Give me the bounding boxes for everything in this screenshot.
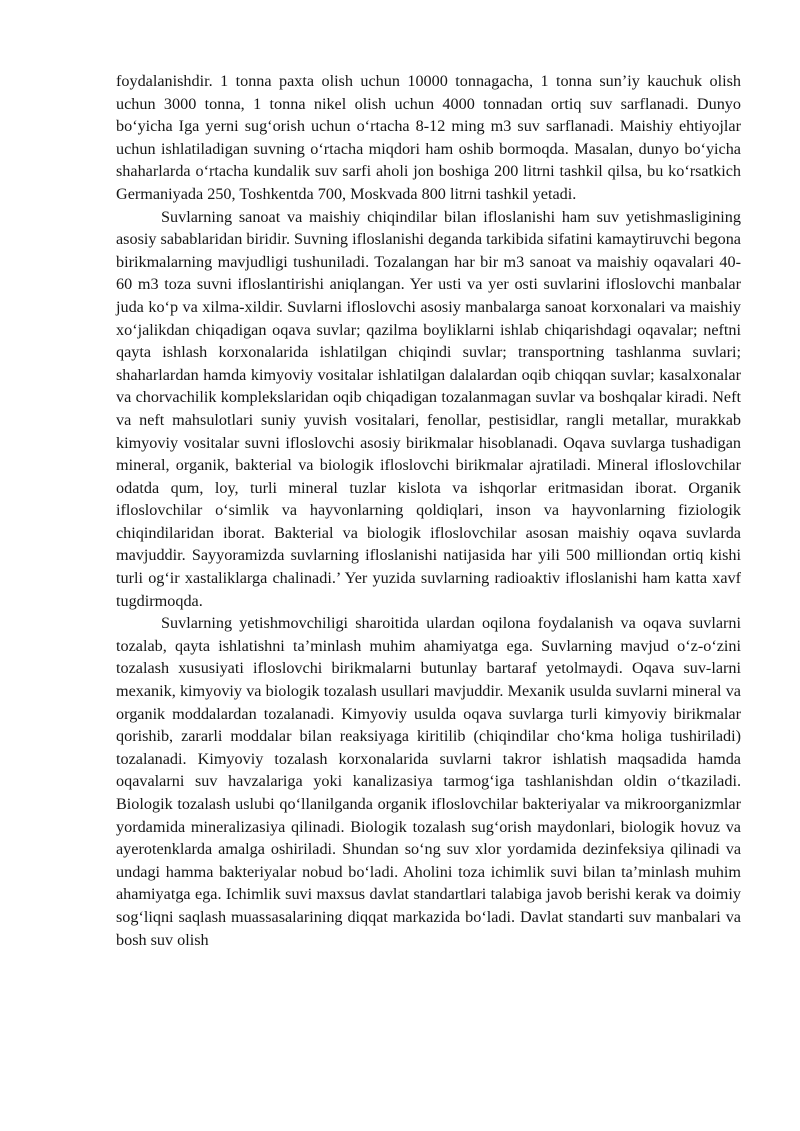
paragraph-water-pollution: Suvlarning sanoat va maishiy chiqindilar bilan ifloslanishi ham suv yetishmasligining asosiy sabablaridan biridir. Suvning ifloslanishi deganda tarkibida sifatini kamaytiruvchi begona birikmalarning mavjudligi tushuniladi. Tozalangan har bir m3 sanoat va maishiy oqavalari 40-60 m3 toza suvni ifloslantirishi aniqlangan. Yer usti va yer osti suvlarini ifloslovchi manbalar juda ko‘p va xilma-xildir. Suvlarni ifloslovchi asosiy manbalarga sanoat korxonalari va maishiy xo‘jalikdan chiqadigan oqava suvlar; qazilma boyliklarni ishlab chiqarishdagi oqavalar; neftni qayta ishlash korxonalarida ishlatilgan chiqindi suvlar; transportning tashlanma suvlari; shaharlardan hamda kimyoviy vositalar ishlatilgan dalalardan oqib chiqqan suvlar; kasalxonalar va chorvachilik komplekslaridan oqib chiqadigan tozalanmagan suvlar va boshqalar kiradi. Neft va neft mahsulotlari suniy yuvish vositalari, fenollar, pestisidlar, rangli metallar, murakkab kimyoviy vositalar suvni ifloslovchi asosiy birikmalar hisoblanadi. Oqava suvlarga tushadigan mineral, organik, bakterial va biologik ifloslovchi birikmalar ajratiladi. Mineral ifloslovchilar odatda qum, loy, turli mineral tuzlar kislota va ishqorlar eritmasidan iborat. Organik ifloslovchilar o‘simlik va hayvonlarning qoldiqlari, inson va hayvonlarning fiziologik chiqindilaridan iborat. Bakterial va biologik ifloslovchilar asosan maishiy oqava suvlarda mavjuddir. Sayyoramizda suvlarning ifloslanishi natijasida har yili 500 milliondan ortiq kishi turli og‘ir xastaliklarga chalinadi.’ Yer yuzida suvlarning radioaktiv ifloslanishi ham katta xavf tugdirmoqda. [116,207,741,610]
paragraph-water-treatment: Suvlarning yetishmovchiligi sharoitida ulardan oqilona foydalanish va oqava suvlarni tozalab, qayta ishlatishni ta’minlash muhim ahamiyatga ega. Suvlarning mavjud o‘z-o‘zini tozalash xususiyati ifloslovchi birikmalarni butunlay bartaraf yetolmaydi. Oqava suv-larni mexanik, kimyoviy va biologik tozalash usullari mavjuddir. Mexanik usulda suvlarni mineral va organik moddalardan tozalanadi. Kimyoviy usulda oqava suvlarga turli kimyoviy birikmalar qorishib, zararli moddalar bilan reaksiyaga kiritilib (chiqindilar cho‘kma holiga tushiriladi) tozalanadi. Kimyoviy tozalash korxonalarida suvlarni takror ishlatish maqsadida hamda oqavalarni suv havzalariga yoki kanalizasiya tarmog‘iga tashlanishdan oldin o‘tkaziladi. Biologik tozalash uslubi qo‘llanilganda organik ifloslovchilar bakteriyalar va mikroorganizmlar yordamida mineralizasiya qilinadi. Biologik tozalash sug‘orish maydonlari, biologik hovuz va ayerotenklarda amalga oshiriladi. Shundan so‘ng suv xlor yordamida dezinfeksiya qilinadi va undagi hamma bakteriyalar nobud bo‘ladi. Aholini toza ichimlik suvi bilan ta’minlash muhim ahamiyatga ega. Ichimlik suvi maxsus davlat standartlari talabiga javob berishi kerak va doimiy sog‘liqni saqlash muassasalarining diqqat markazida bo‘ladi. Davlat standarti suv manbalari va bosh suv olish [116,614,741,949]
paragraph-water-consumption: foydalanishdir. 1 tonna paxta olish uchun 10000 tonnagacha, 1 tonna sun’iy kauchuk olish uchun 3000 tonna, 1 tonna nikel olish uchun 4000 tonnadan ortiq suv sarflanadi. Dunyo bo‘yicha Iga yerni sug‘orish uchun o‘rtacha 8-12 ming m3 suv sarflanadi. Maishiy ehtiyojlar uchun ishlatiladigan suvning o‘rtacha miqdori ham oshib bormoqda. Masalan, dunyo bo‘yicha shaharlarda o‘rtacha kundalik suv sarfi aholi jon boshiga 200 litrni tashkil qilsa, bu ko‘rsatkich Germaniyada 250, Toshkentda 700, Moskvada 800 litrni tashkil yetadi. [116,72,741,203]
document-page [116,70,741,951]
